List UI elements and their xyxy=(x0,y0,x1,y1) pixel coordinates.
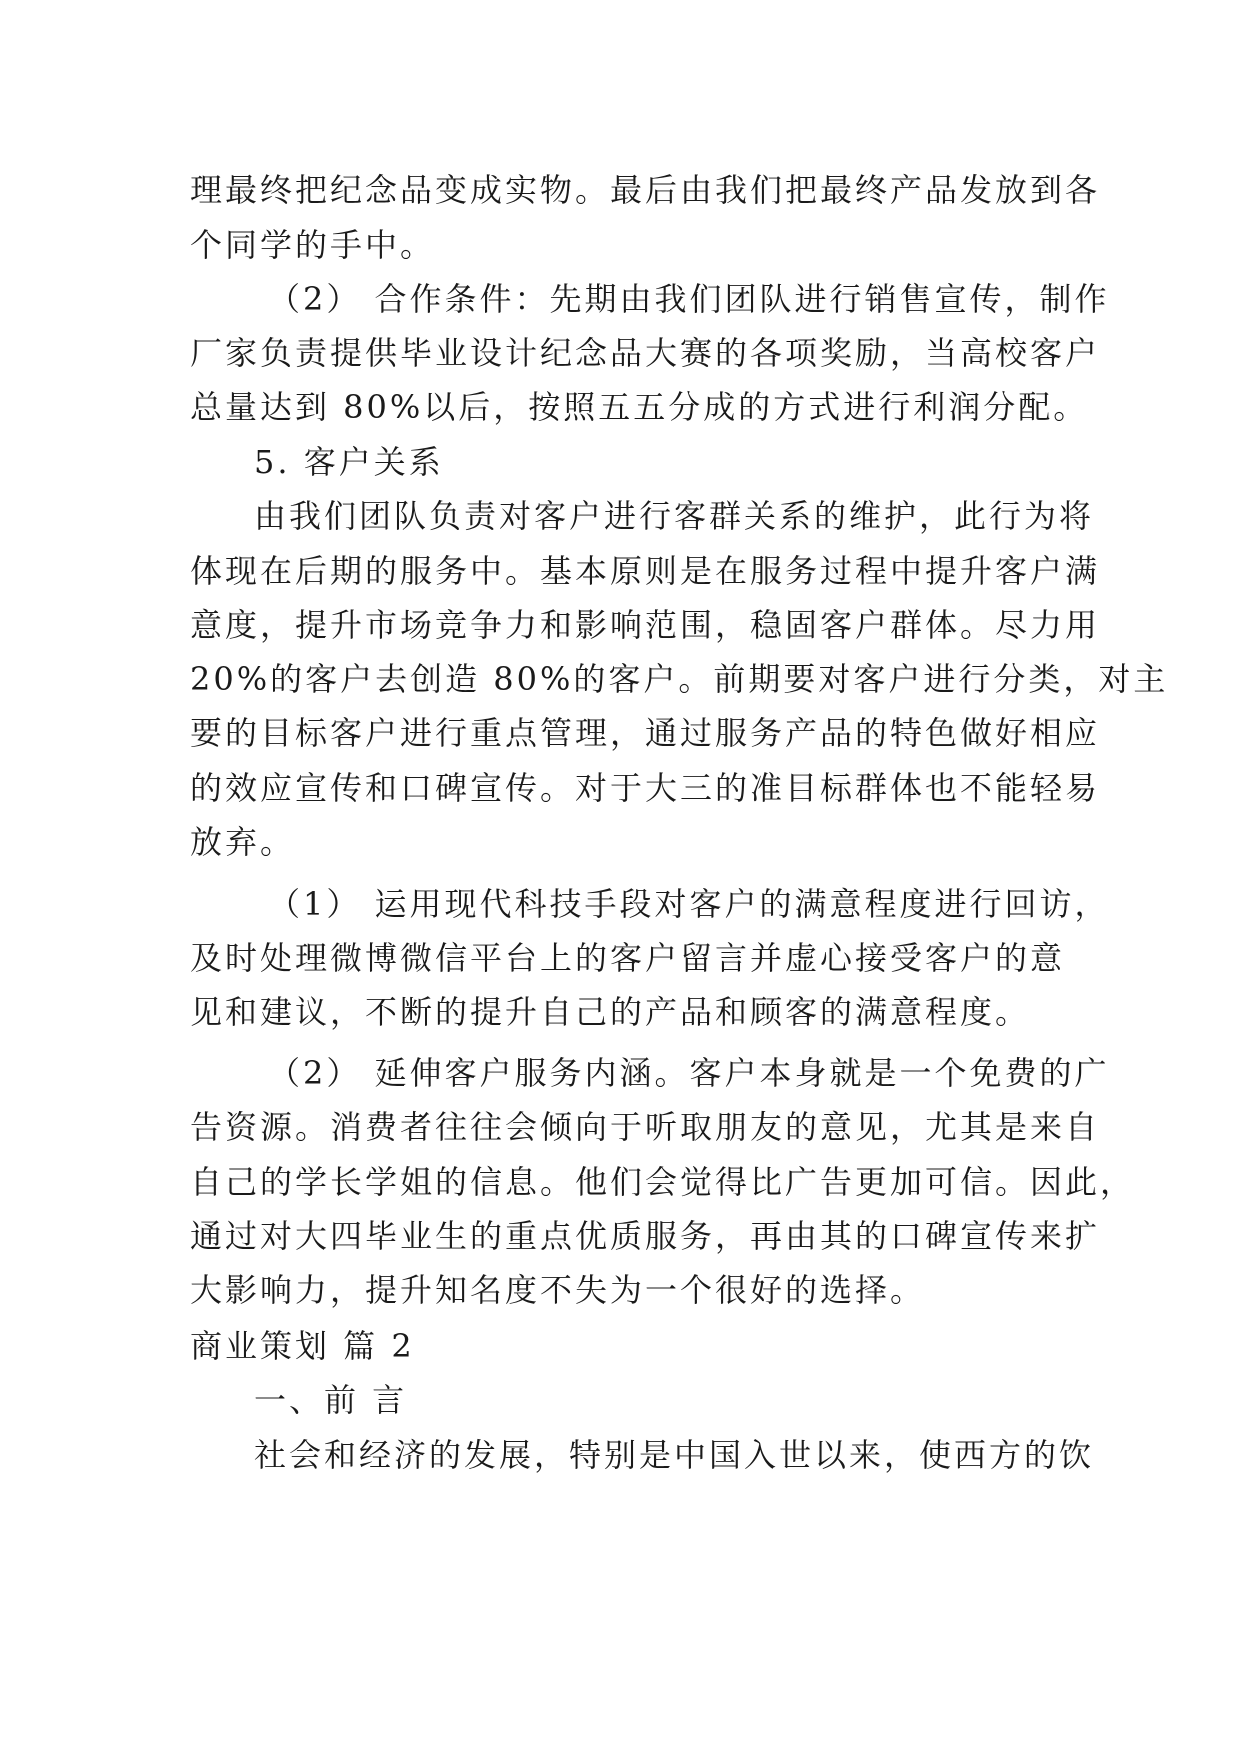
body-text-line: 通过对大四毕业生的重点优质服务，再由其的口碑宣传来扩 xyxy=(190,1217,1101,1255)
body-text-line: 大影响力，提升知名度不失为一个很好的选择。 xyxy=(190,1271,926,1309)
body-text-line: 社会和经济的发展，特别是中国入世以来，使西方的饮 xyxy=(254,1436,1095,1474)
body-text-line: 总量达到 80%以后，按照五五分成的方式进行利润分配。 xyxy=(190,388,1089,426)
body-text-line: 放弃。 xyxy=(190,823,296,861)
list-item-line: （1） 运用现代科技手段对客户的满意程度进行回访， xyxy=(268,885,1110,923)
body-text-line: 及时处理微博微信平台上的客户留言并虚心接受客户的意 xyxy=(190,939,1066,977)
chapter-heading: 商业策划 篇 2 xyxy=(190,1327,415,1365)
body-text-line: 由我们团队负责对客户进行客群关系的维护，此行为将 xyxy=(254,497,1095,535)
body-text-line: 20%的客户去创造 80%的客户。前期要对客户进行分类，对主 xyxy=(190,660,1169,698)
body-text-line: 自己的学长学姐的信息。他们会觉得比广告更加可信。因此， xyxy=(190,1163,1136,1201)
body-text-line: 见和建议，不断的提升自己的产品和顾客的满意程度。 xyxy=(190,993,1031,1031)
body-text-line: 厂家负责提供毕业设计纪念品大赛的各项奖励，当高校客户 xyxy=(190,334,1101,372)
body-text-line: 意度，提升市场竞争力和影响范围，稳固客户群体。尽力用 xyxy=(190,606,1101,644)
body-text-line: 的效应宣传和口碑宣传。对于大三的准目标群体也不能轻易 xyxy=(190,769,1101,807)
list-item-line: （2） 合作条件：先期由我们团队进行销售宣传，制作 xyxy=(268,280,1110,318)
body-text-line: 理最终把纪念品变成实物。最后由我们把最终产品发放到各 xyxy=(190,171,1101,209)
list-item-line: （2） 延伸客户服务内涵。客户本身就是一个免费的广 xyxy=(268,1054,1110,1092)
body-text-line: 体现在后期的服务中。基本原则是在服务过程中提升客户满 xyxy=(190,552,1101,590)
body-text-line: 个同学的手中。 xyxy=(190,226,436,264)
body-text-line: 要的目标客户进行重点管理，通过服务产品的特色做好相应 xyxy=(190,714,1101,752)
section-heading: 一、前 言 xyxy=(254,1381,408,1419)
section-heading: 5. 客户关系 xyxy=(254,443,444,481)
body-text-line: 告资源。消费者往往会倾向于听取朋友的意见，尤其是来自 xyxy=(190,1108,1101,1146)
